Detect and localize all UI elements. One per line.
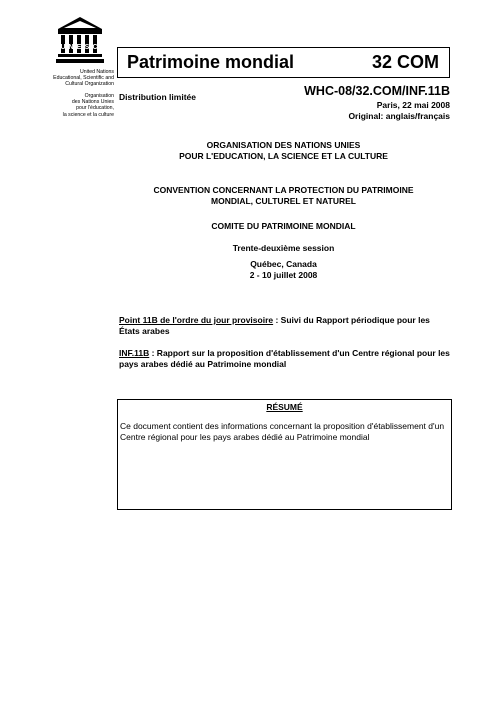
document-reference: WHC-08/32.COM/INF.11B bbox=[304, 84, 450, 98]
svg-text:S: S bbox=[84, 44, 90, 51]
org-line: POUR L'EDUCATION, LA SCIENCE ET LA CULTURE bbox=[179, 151, 388, 161]
conv-line: MONDIAL, CULTUREL ET NATUREL bbox=[211, 196, 356, 206]
svg-text:E: E bbox=[76, 44, 82, 51]
logo-en-line: Cultural Organization bbox=[65, 81, 114, 88]
place-date: Paris, 22 mai 2008 bbox=[376, 100, 450, 110]
svg-text:N: N bbox=[68, 44, 74, 51]
organisation-heading bbox=[117, 140, 450, 162]
summary-box bbox=[117, 399, 452, 510]
org-line: ORGANISATION DES NATIONS UNIES bbox=[206, 140, 361, 150]
page-title: Patrimoine mondial bbox=[127, 52, 295, 72]
summary-text: Ce document contient des informations concernant la proposition d'établissement d'un Centre régional pour les pays arabes dédié au Patrimoine mondial bbox=[120, 421, 445, 442]
logo-fr-line: pour l'éducation, bbox=[76, 105, 114, 112]
location-line: Québec, Canada bbox=[250, 259, 317, 269]
committee-heading: COMITE DU PATRIMOINE MONDIAL bbox=[211, 221, 356, 231]
original-languages: Original: anglais/français bbox=[348, 111, 450, 121]
distribution-label: Distribution limitée bbox=[119, 92, 196, 102]
svg-text:C: C bbox=[92, 44, 98, 51]
logo-fr-line: des Nations Unies bbox=[71, 99, 114, 106]
session-heading: Trente-deuxième session bbox=[232, 243, 335, 253]
svg-text:U: U bbox=[60, 44, 66, 51]
unesco-logo-block bbox=[42, 14, 112, 134]
logo-en-line: United Nations bbox=[79, 69, 114, 75]
logo-en-line: Educational, Scientific and bbox=[53, 75, 114, 82]
conv-line: CONVENTION CONCERNANT LA PROTECTION DU PATRIMOINE bbox=[153, 185, 414, 195]
inf-label: INF.11B bbox=[119, 348, 150, 358]
agenda-point-text: : Suivi du Rapport périodique pour les États arabes bbox=[119, 315, 430, 336]
convention-heading bbox=[117, 185, 450, 207]
agenda-item bbox=[119, 315, 452, 337]
logo-french-name bbox=[44, 93, 114, 118]
unesco-temple-logo bbox=[56, 16, 104, 66]
location-block bbox=[117, 259, 450, 281]
logo-english-name bbox=[44, 69, 114, 88]
logo-fr-line: la science et la culture bbox=[62, 111, 114, 118]
inf-text: : Rapport sur la proposition d'établissement d'un Centre régional pour les pays arabes dédié au Patrimoine mondial bbox=[119, 348, 450, 369]
location-line: 2 - 10 juillet 2008 bbox=[249, 270, 318, 280]
inf-item bbox=[119, 348, 452, 370]
title-box bbox=[117, 47, 450, 78]
logo-fr-line: Organisation bbox=[84, 93, 114, 99]
session-code: 32 COM bbox=[371, 52, 439, 72]
agenda-point-label: Point 11B de l'ordre du jour provisoire bbox=[119, 315, 274, 325]
summary-title: RÉSUMÉ bbox=[266, 402, 303, 412]
